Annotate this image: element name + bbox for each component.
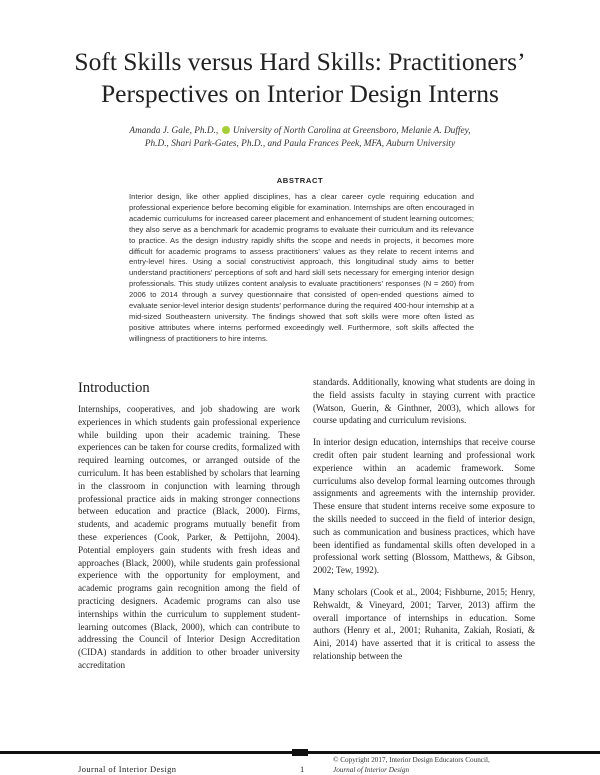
author-line-1b: University of North Carolina at Greensboro, Melanie A. Duffey, [232, 126, 471, 136]
abstract-text: Interior design, like other applied disciplines, has a clear career cycle requiring education and professional experience before becoming eligible for examination. Internships are often encouraged in academic curriculums for increased career placement and enhancement of student learning outcomes; they also serve as a benchmark for academic programs to evaluate their curriculum and its relevance to practice. As the design industry rapidly shifts the scope and needs in projects, it becomes more difficult for academic programs to assess practitioners’ values as they relate to recent interns and entry-level hires. Using a social constructivist approach, this longitudinal study aims to better understand practitioners’ perceptions of soft and hard skill sets necessary for emerging interior design professionals. This study utilizes content analysis to evaluate practitioners’ responses (N = 260) from 2006 to 2014 through a survey questionnaire that consisted of open-ended questions aimed to evaluate senior-level interior design students’ performance during the required 400-hour internship at a mid-sized Southeastern university. The findings showed that soft skills were more often listed as positive attributes where interns performed exceedingly well. Furthermore, soft skills affected the willingness of practitioners to hire interns. [129, 192, 474, 343]
page-number: 1 [300, 764, 305, 774]
copyright-line-2: Journal of Interior Design [333, 765, 410, 774]
left-column [78, 376, 300, 681]
author-line-2: Ph.D., Shari Park-Gates, Ph.D., and Paula Frances Peek, MFA, Auburn University [144, 139, 456, 149]
footer-rule-marker [292, 749, 308, 756]
journal-name: Journal of Interior Design [78, 764, 177, 774]
right-column [313, 376, 535, 672]
abstract-heading: ABSTRACT [276, 176, 324, 185]
article-title: Soft Skills versus Hard Skills: Practitioners’ Perspectives on Interior Design Interns [74, 47, 526, 108]
body-paragraph: Many scholars (Cook et al., 2004; Fishburne, 2015; Henry, Rehwaldt, & Vineyard, 2001; Tarver, 2013) affirm the overall importance of internships in education. Some authors (Henry et al., 2001; Ruhanita, Zakiah, Rosiati, & Aini, 2014) have asserted that it is critical to assess the relationship between the [313, 586, 535, 661]
body-paragraph: standards. Additionally, knowing what students are doing in the field assists faculty in staying current with practice (Watson, Guerin, & Ginthner, 2003), which allows for course updating and curriculum revisions. [313, 377, 535, 426]
body-paragraph: In interior design education, internships that receive course credit often pair student learning and professional work experience within an academic framework. Some curriculums also develop formal learning outcomes through assignments and agreements with the internship provider. These ensure that student interns receive some exposure to the skills needed to succeed in the field of interior design, such as communication and business practices, which have been identified as fundamental skills often developed in a professional work setting (Blossom, Matthews, & Gibson, 2002; Tew, 1992). [313, 437, 535, 576]
orcid-icon[interactable] [222, 126, 230, 134]
author-line-1a: Amanda J. Gale, Ph.D., [129, 126, 219, 136]
copyright-notice [333, 756, 490, 775]
section-heading-introduction: Introduction [78, 380, 150, 396]
copyright-line-1: © Copyright 2017, Interior Design Educators Council, [333, 756, 490, 764]
body-paragraph: Internships, cooperatives, and job shadowing are work experiences in which students gain professional experience while building upon their academic training. These experiences can be taken for course credits, formalized with required learning outcomes, or arranged outside of the curriculum. It has been established by scholars that learning in the classroom in conjunction with learning through professional practice aids in making stronger connections between education and practice (Black, 2000). Firms, students, and academic programs mutually benefit from these experiences (Cook, Parker, & Pettijohn, 2004). Potential employers gain students with fresh ideas and approaches (Black, 2000), while students gain professional experience with the opportunity for employment, and academic programs gain recognition among the field of practicing designers. Academic programs can also use internships within the curriculum to supplement student-learning outcomes (Black, 2000), which can contribute to addressing the Council of Interior Design Accreditation (CIDA) standards in addition to other broader university accreditation [78, 404, 300, 670]
author-list [80, 125, 520, 151]
